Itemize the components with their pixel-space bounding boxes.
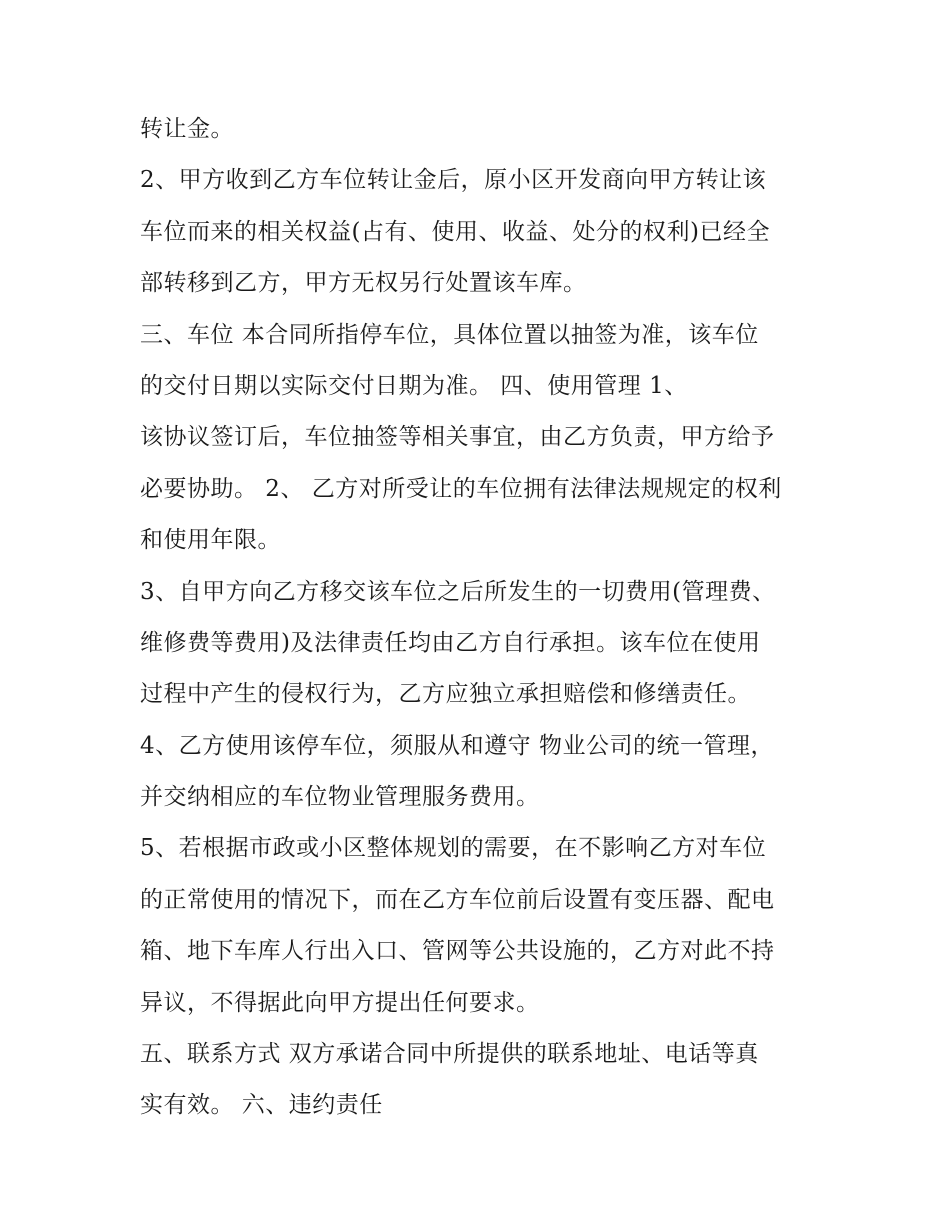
text-line: 过程中产生的侵权行为，乙方应独立承担赔偿和修缮责任。 [140,681,751,708]
text-line: 五、联系方式 双方承诺合同中所提供的联系地址、电话等真 [140,1041,759,1068]
text-line: 实有效。 六、违约责任 [140,1092,383,1119]
text-line: 三、车位 本合同所指停车位，具体位置以抽签为准，该车位 [140,321,759,348]
text-line: 3、自甲方向乙方移交该车位之后所发生的一切费用(管理费、 [140,578,776,605]
text-line: 车位而来的相关权益(占有、使用、收益、处分的权利)已经全 [140,218,770,245]
text-line: 维修费等费用)及法律责任均由乙方自行承担。该车位在使用 [140,629,761,656]
text-line: 并交纳相应的车位物业管理服务费用。 [140,784,540,811]
text-line: 必要协助。 2、 乙方对所受让的车位拥有法律法规规定的权利 [140,475,782,502]
text-line: 该协议签订后，车位抽签等相关事宜，由乙方负责，甲方给予 [140,424,775,451]
text-line: 部转移到乙方，甲方无权另行处置该车库。 [140,270,587,297]
text-line: 2、甲方收到乙方车位转让金后，原小区开发商向甲方转让该 [140,167,767,194]
text-line: 5、若根据市政或小区整体规划的需要，在不影响乙方对车位 [140,835,767,862]
text-line: 和使用年限。 [140,527,281,554]
text-line: 4、乙方使用该停车位，须服从和遵守 物业公司的统一管理， [140,732,774,759]
text-line: 转让金。 [140,116,234,142]
text-line: 异议，不得据此向甲方提出任何要求。 [140,989,540,1016]
contract-body-text [140,104,830,1132]
text-line: 的正常使用的情况下，而在乙方车位前后设置有变压器、配电 [140,886,775,913]
text-line: 箱、地下车库人行出入口、管网等公共设施的，乙方对此不持 [140,938,775,965]
text-line: 的交付日期以实际交付日期为准。 四、使用管理 1、 [140,372,688,399]
